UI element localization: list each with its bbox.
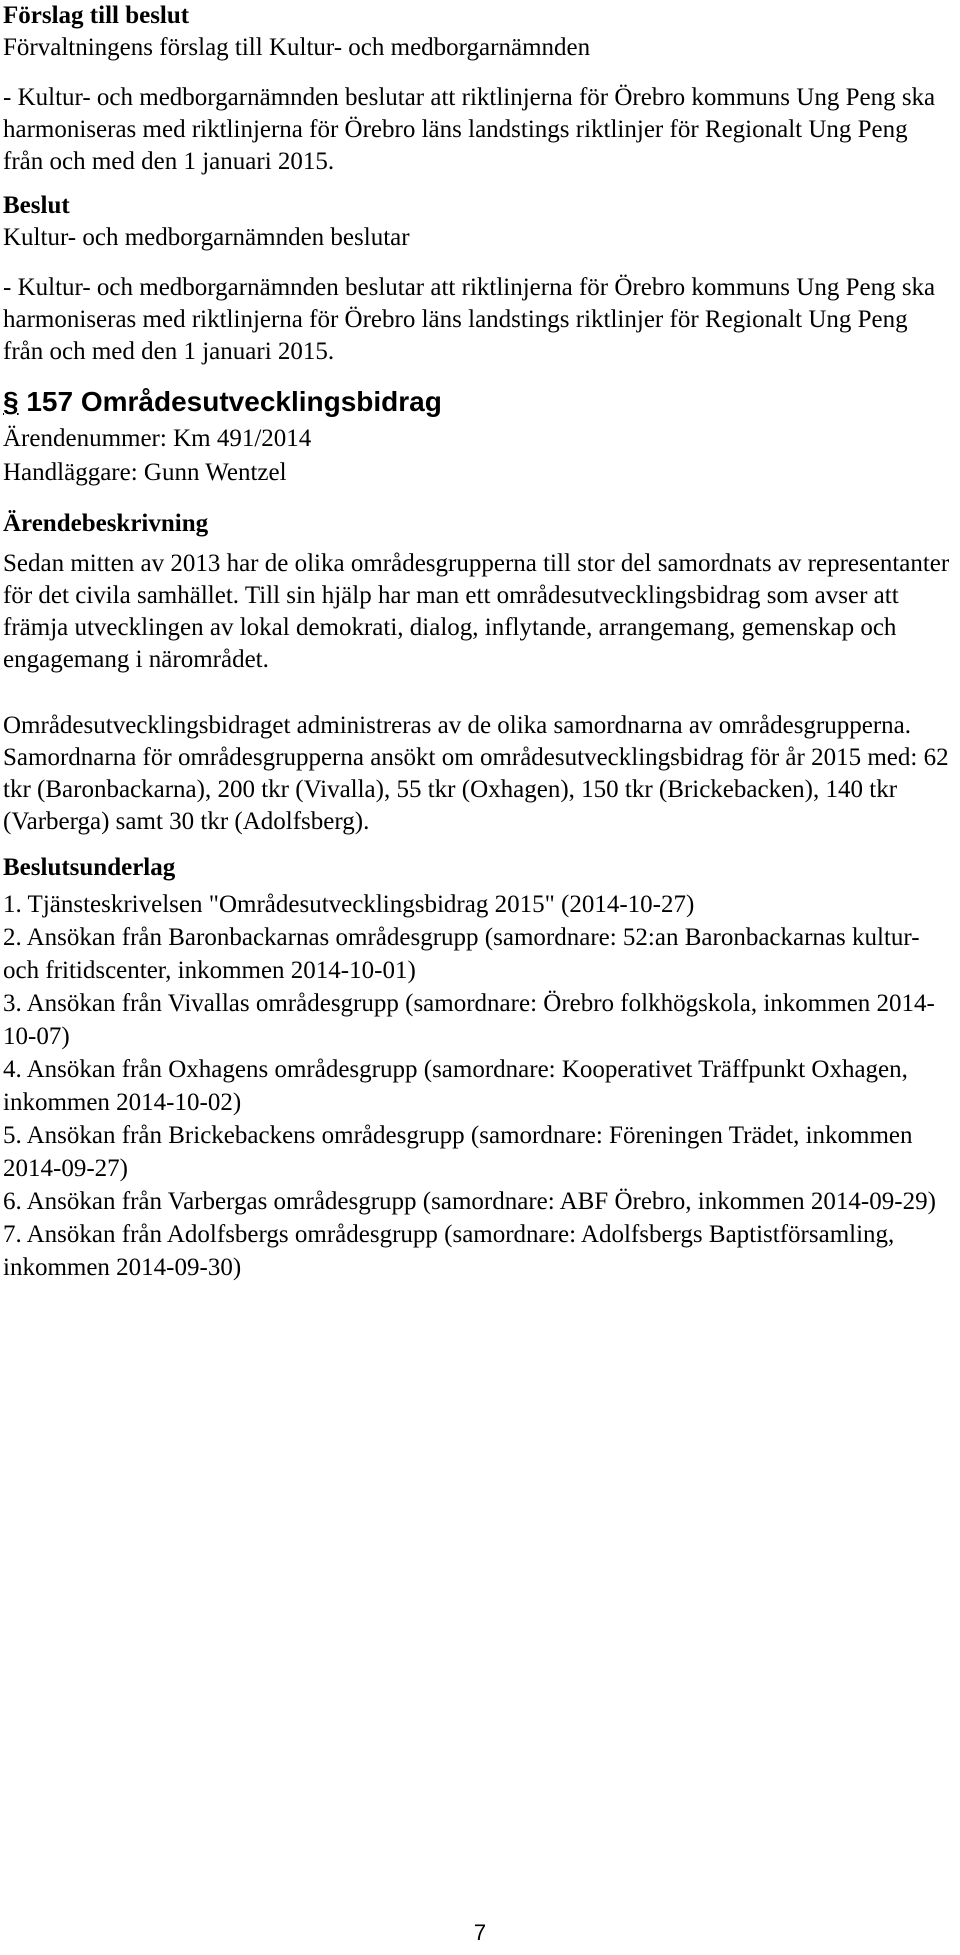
- basis-item-2: 2. Ansökan från Baronbackarnas områdesgrupp (samordnare: 52:an Baronbackarnas kultur- och fritidscenter, inkommen 2014-10-01): [3, 924, 920, 984]
- decision-body: - Kultur- och medborgarnämnden beslutar att riktlinjerna för Örebro kommuns Ung Peng ska harmoniseras med riktlinjerna för Örebro läns landstings riktlinjer för Regionalt Ung Peng från och med den 1 januari 2015.: [3, 274, 936, 365]
- basis-heading: Beslutsunderlag: [3, 854, 176, 881]
- decision-intro: Kultur- och medborgarnämnden beslutar: [3, 224, 410, 251]
- proposal-heading: Förslag till beslut: [3, 2, 190, 29]
- case-handler: Handläggare: Gunn Wentzel: [3, 459, 287, 486]
- section-title-text: 157 Områdesutvecklingsbidrag: [18, 386, 442, 417]
- description-paragraph-2: Områdesutvecklingsbidraget administreras av de olika samordnarna av områdesgrupperna. Samordnarna för områdesgrupperna ansökt om områdesutvecklingsbidrag för år 2015 med: 62 tkr (Baronbackarna), 200 tkr (Vivalla), 55 tkr (Oxhagen), 150 tkr (Brickebacken), 140 tkr (Varberga) samt 30 tkr (Adolfsberg).: [3, 712, 949, 835]
- basis-item-6: 6. Ansökan från Varbergas områdesgrupp (samordnare: ABF Örebro, inkommen 2014-09-29): [3, 1188, 936, 1215]
- basis-item-4: 4. Ansökan från Oxhagens områdesgrupp (samordnare: Kooperativet Träffpunkt Oxhagen, inkommen 2014-10-02): [3, 1056, 908, 1116]
- description-heading: Ärendebeskrivning: [3, 510, 209, 537]
- basis-list: [3, 888, 952, 1284]
- basis-item-1: 1. Tjänsteskrivelsen "Områdesutvecklingsbidrag 2015" (2014-10-27): [3, 891, 695, 918]
- basis-item-3: 3. Ansökan från Vivallas områdesgrupp (samordnare: Örebro folkhögskola, inkommen 2014-10-07): [3, 990, 935, 1050]
- description-paragraph-1: Sedan mitten av 2013 har de olika områdesgrupperna till stor del samordnats av representanter för det civila samhället. Till sin hjälp har man ett områdesutvecklingsbidrag som avser att främja utvecklingen av lokal demokrati, dialog, inflytande, arrangemang, gemenskap och engagemang i närområdet.: [3, 550, 950, 673]
- proposal-body: - Kultur- och medborgarnämnden beslutar att riktlinjerna för Örebro kommuns Ung Peng ska harmoniseras med riktlinjerna för Örebro läns landstings riktlinjer för Regionalt Ung Peng från och med den 1 januari 2015.: [3, 84, 936, 175]
- proposal-intro: Förvaltningens förslag till Kultur- och medborgarnämnden: [3, 34, 591, 61]
- case-number: Ärendenummer: Km 491/2014: [3, 425, 312, 452]
- page-number: 7: [473, 1920, 487, 1945]
- decision-heading: Beslut: [3, 192, 70, 219]
- basis-item-5: 5. Ansökan från Brickebackens områdesgrupp (samordnare: Föreningen Trädet, inkommen 2014-09-27): [3, 1122, 913, 1182]
- basis-item-7: 7. Ansökan från Adolfsbergs områdesgrupp (samordnare: Adolfsbergs Baptistförsamling, inkommen 2014-09-30): [3, 1221, 895, 1281]
- paragraph-symbol: §: [3, 386, 19, 417]
- section-title: [3, 382, 952, 422]
